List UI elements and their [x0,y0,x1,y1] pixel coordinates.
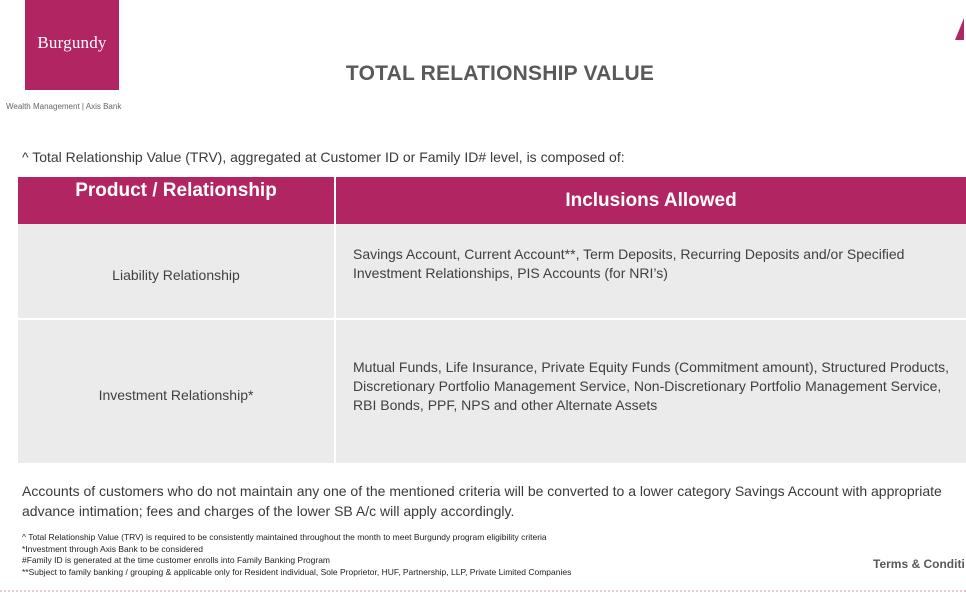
table-header-row [18,177,966,224]
relationship-label: Investment Relationship* [98,386,254,403]
footnote-investment: *Investment through Axis Bank to be considered [22,543,203,554]
inclusions-cell [335,224,966,319]
corner-triangle-icon [955,18,964,40]
downgrade-notice: Accounts of customers who do not maintain any one of the mentioned criteria will be converted to a lower category Savings Account with appropriate advance intimation; fees and charges of the lower SB A/c will apply accordingly. [22,483,942,519]
terms-conditions-link[interactable]: Terms & Conditi [873,557,965,571]
page-title: TOTAL RELATIONSHIP VALUE [345,62,655,85]
trv-table [18,177,966,463]
relationship-cell [18,224,335,319]
header-inclusions-allowed: Inclusions Allowed [335,177,966,224]
table-row [18,224,966,319]
logo-tagline: Wealth Management | Axis Bank [6,102,122,111]
relationship-cell [18,319,335,463]
footnote-trv: ^ Total Relationship Value (TRV) is required to be consistently maintained throughout the month to meet Burgundy program eligibility criteria [22,532,547,542]
relationship-label: Liability Relationship [112,266,240,283]
inclusions-cell [335,319,966,463]
header-product-relationship [18,177,335,224]
bottom-divider [0,590,966,592]
logo-text: Burgundy [37,33,107,52]
footnote-family-id: #Family ID is generated at the time customer enrolls into Family Banking Program [22,555,331,565]
intro-text: ^ Total Relationship Value (TRV), aggregated at Customer ID or Family ID# level, is composed of: [22,149,625,165]
footnotes [22,532,571,578]
footnote-family-banking: **Subject to family banking / grouping & applicable only for Resident individual, Sole Proprietor, HUF, Partnership, LLP, Private Limited Companies [22,566,572,577]
header-product-relationship-label: Product / Relationship [75,180,277,201]
table-row [18,319,966,463]
inclusions-text: Savings Account, Current Account**, Term Deposits, Recurring Deposits and/or Specified Investment Relationships, PIS Accounts (for NRI’s) [353,246,905,281]
inclusions-text: Mutual Funds, Life Insurance, Private Equity Funds (Commitment amount), Structured Products, Discretionary Portfolio Management Service, Non-Discretionary Portfolio Management Service, RBI Bonds, PPF, NPS and other Alternate Assets [353,359,950,413]
